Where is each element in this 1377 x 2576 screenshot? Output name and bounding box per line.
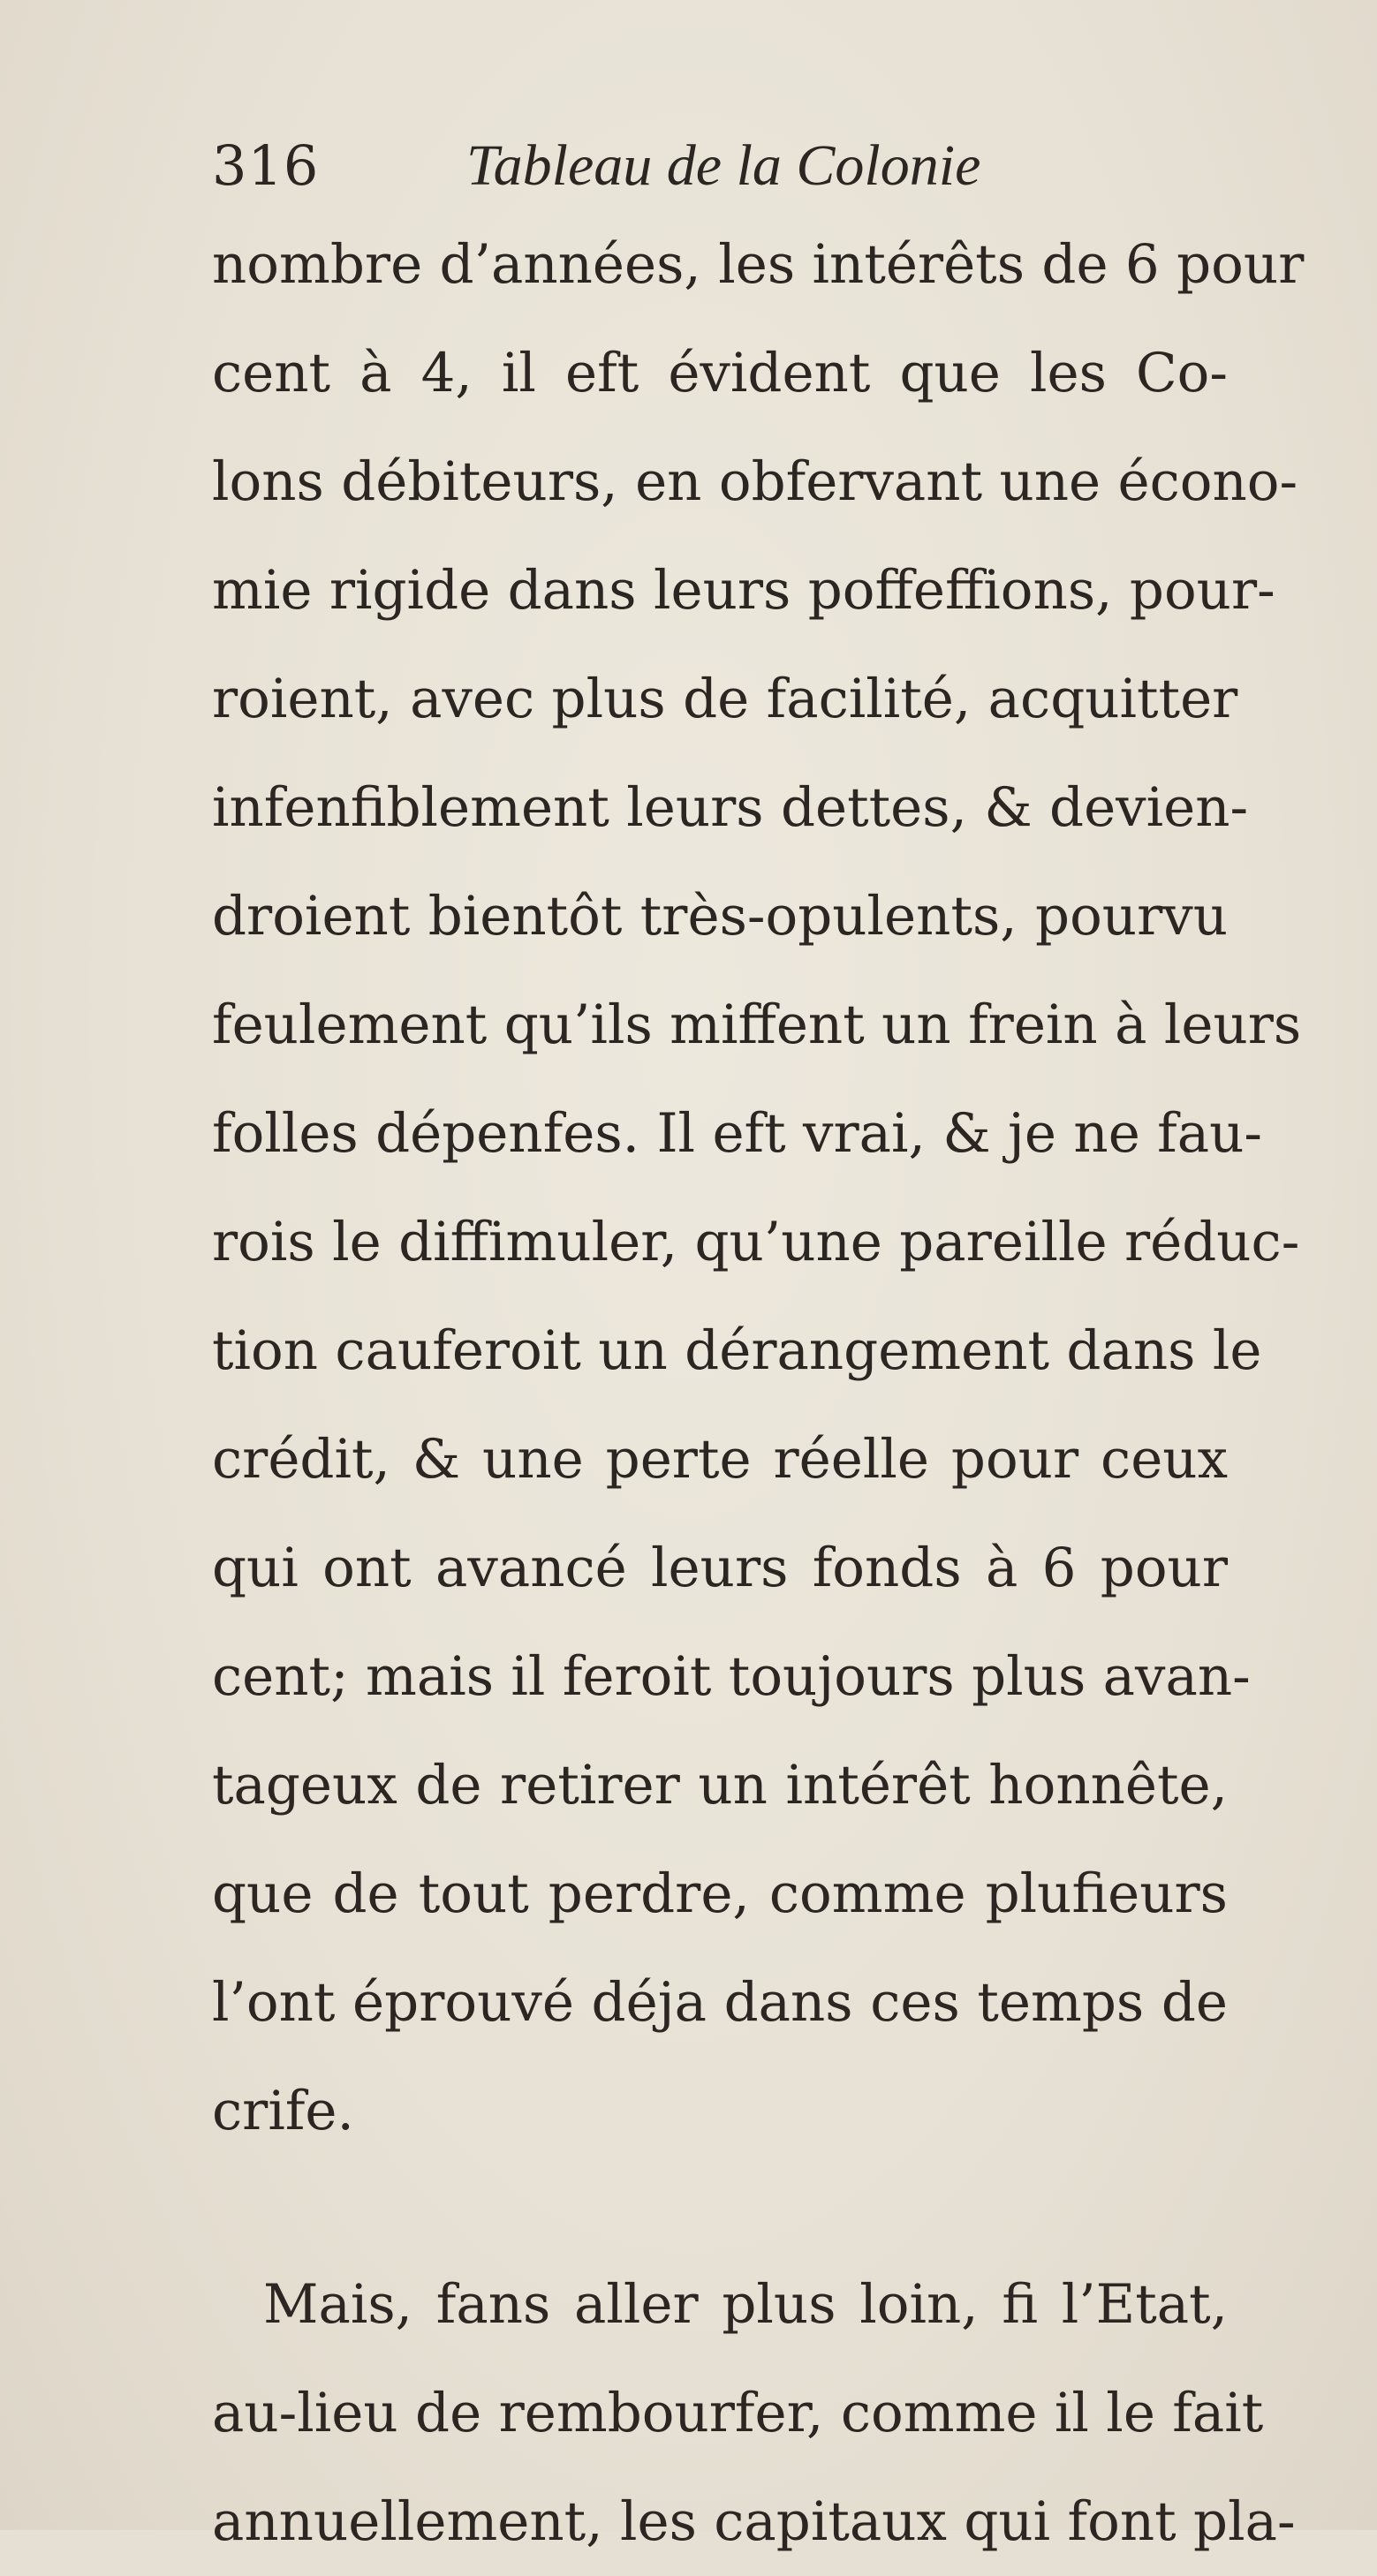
text-line: droient bientôt très-opulents, pourvu [212,885,1228,948]
page-number: 316 [212,133,320,198]
text-line: crife. [212,2080,354,2142]
running-title: Tableau de la Colonie [466,133,981,198]
text-line: lons débiteurs, en obfervant une écono- [212,450,1298,513]
text-line: Mais, fans aller plus loin, fi l’Etat, [263,2273,1228,2336]
text-line: qui ont avancé leurs fonds à 6 pour [212,1537,1228,1599]
running-head [212,131,1201,201]
text-line: crédit, & une perte réelle pour ceux [212,1428,1228,1491]
paragraph-1 [212,210,1305,2165]
text-line: roient, avec plus de facilité, acquitter [212,668,1238,730]
text-line: folles dépenfes. Il eft vrai, & je ne fau- [212,1102,1263,1165]
paragraph-break [212,2165,1228,2250]
text-line: que de tout perdre, comme plufieurs [212,1862,1228,1925]
text-line: feulement qu’ils miffent un frein à leurs [212,993,1302,1056]
text-line: tion cauferoit un dérangement dans le [212,1319,1262,1382]
text-line: cent; mais il feroit toujours plus avan- [212,1645,1251,1708]
text-line: nombre d’années, les intérêts de 6 pour [212,233,1305,296]
paragraph-2 [212,2250,1296,2576]
text-line: annuellement, les capitaux qui font pla- [212,2490,1296,2553]
text-line: infenfiblement leurs dettes, & devien- [212,776,1249,839]
body-text [212,210,1305,2576]
text-line: tageux de retirer un intérêt honnête, [212,1754,1228,1817]
text-line: au-lieu de rembourfer, comme il le fait [212,2382,1264,2444]
text-line: mie rigide dans leurs poffeffions, pour- [212,559,1275,622]
text-line: rois le diffimuler, qu’une pareille réduc- [212,1211,1300,1273]
text-line: l’ont éprouvé déja dans ces temps de [212,1971,1228,2034]
text-line: cent à 4, il eft évident que les Co- [212,342,1228,404]
